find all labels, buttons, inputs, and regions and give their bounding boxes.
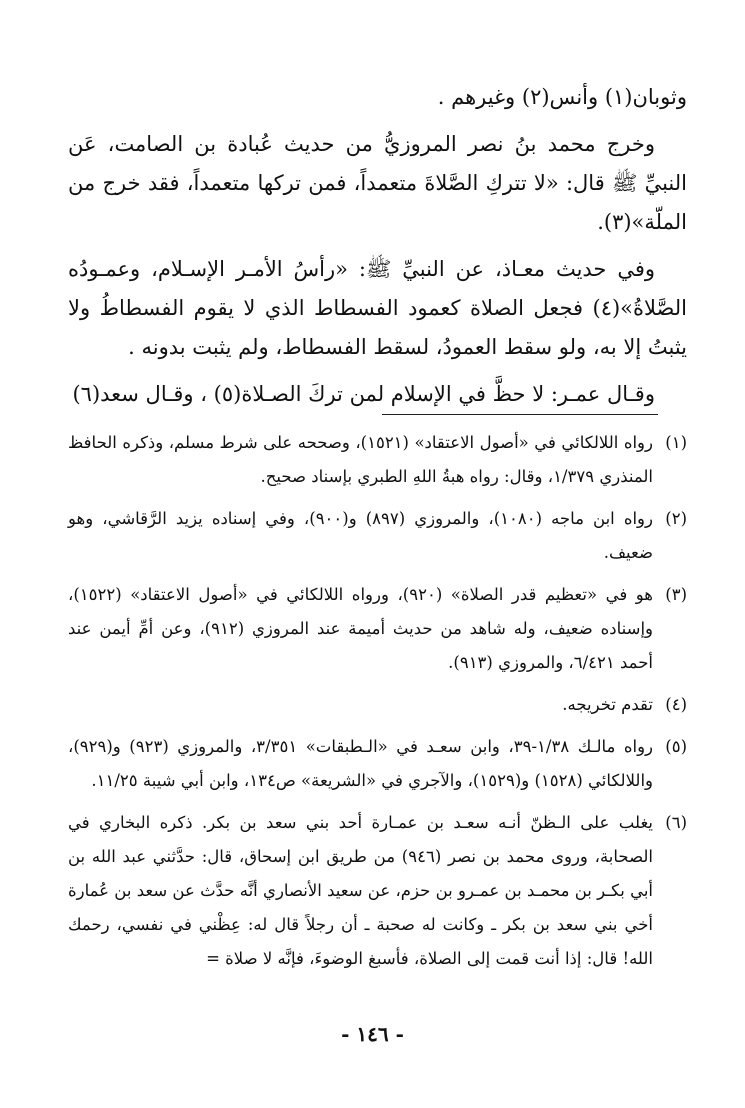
footnote-text: رواه مالـك ١/٣٨-٣٩، وابن سعـد في «الـطبقات» ٣/٣٥١، والمروزي (٩٢٣) و(٩٢٩)، واللالكائي (١٥٢٨) و(١٥٢٩)، والآجري في «الشريعة» ص١٣٤، وابن أبي شيبة ١١/٢٥. (68, 737, 654, 790)
paragraph-2: وخرج محمد بنُ نصر المروزيُّ من حديث عُبادة بن الصامت، عَن النبيِّ ﷺ قال: «لا تتركِ الصَّلاةَ متعمداً، فمن تركها متعمداً، فقد خرج من الملّة»(٣). (68, 132, 687, 234)
footnote-number: (١) (665, 433, 687, 452)
footnote-item (68, 426, 687, 494)
page-number: - ١٤٦ - (341, 1022, 404, 1046)
footnote-item (68, 730, 687, 798)
footnote-text: يغلب على الـظنّ أنـه سعـد بن عمـارة أحد بني سعد بن بكر. ذكره البخاري في الصحابة، وروى محمد بن نصر (٩٤٦) من طريق ابن إسحاق، قال: حدَّثني عبد الله بن أبي بكـر بن محمـد بن عمـرو بن حزم، عن سعيد الأنصاري أنَّه حدَّث عن سعد بن عُمارة أخي بني سعد بن بكر ـ وكانت له صحبة ـ أن رجلاً قال له: عِظْني في نفسي، رحمك الله! قال: إذا أنت قمت إلى الصلاة، فأسبغ الوضوءَ، فإنَّه لا صلاة = (68, 813, 653, 968)
footnote-text: رواه اللالكائي في «أصول الاعتقاد» (١٥٢١)، وصححه على شرط مسلم، وذكره الحافظ المنذري ١/٣٧٩، وقال: رواه هبةُ اللهِ الطبري بإسناد صحيح. (68, 433, 653, 486)
footnote-number: (٥) (665, 737, 687, 756)
footnote-separator (382, 414, 658, 415)
main-text (68, 78, 687, 414)
footnote-number: (٦) (665, 813, 687, 832)
footnote-text: تقدم تخريجه. (562, 695, 653, 714)
paragraph-4: وقـال عمـر: لا حظَّ في الإسلام لمن تركَ الصـلاة(٥) ، وقـال سعد(٦) (72, 382, 655, 406)
footnote-text: هو في «تعظيم قدر الصلاة» (٩٢٠)، ورواه اللالكائي في «أصول الاعتقاد» (١٥٢٢)، وإسناده ضعيف، وله شاهد من حديث أميمة عند المروزي (٩١٢)، وعن أمِّ أيمن عند أحمد ٦/٤٢١، والمروزي (٩١٣). (68, 585, 654, 672)
paragraph-1: وثوبان(١) وأنس(٢) وغيرهم . (437, 85, 687, 109)
footnote-item (68, 578, 687, 680)
footnote-number: (٤) (665, 695, 687, 714)
footnote-text: رواه ابن ماجه (١٠٨٠)، والمروزي (٨٩٧) و(٩٠٠)، وفي إسناده يزيد الرَّقاشي، وهو ضعيف. (68, 509, 653, 562)
footnote-item (68, 502, 687, 570)
footnote-number: (٣) (665, 585, 687, 604)
footnote-item (68, 688, 687, 722)
footnotes (68, 426, 687, 984)
paragraph-3: وفي حديث معـاذ، عن النبيِّ ﷺ: «رأسُ الأمـر الإسـلام، وعمـودُه الصَّلاةُ»(٤) فجعل الصلاة كعمود الفسطاط الذي لا يقوم الفسطاطُ ولا يثبتُ إلا به، ولو سقط العمودُ، لسقط الفسطاط، ولم يثبت بدونه . (68, 257, 687, 359)
footnote-number: (٢) (665, 509, 687, 528)
footnote-item (68, 806, 687, 976)
